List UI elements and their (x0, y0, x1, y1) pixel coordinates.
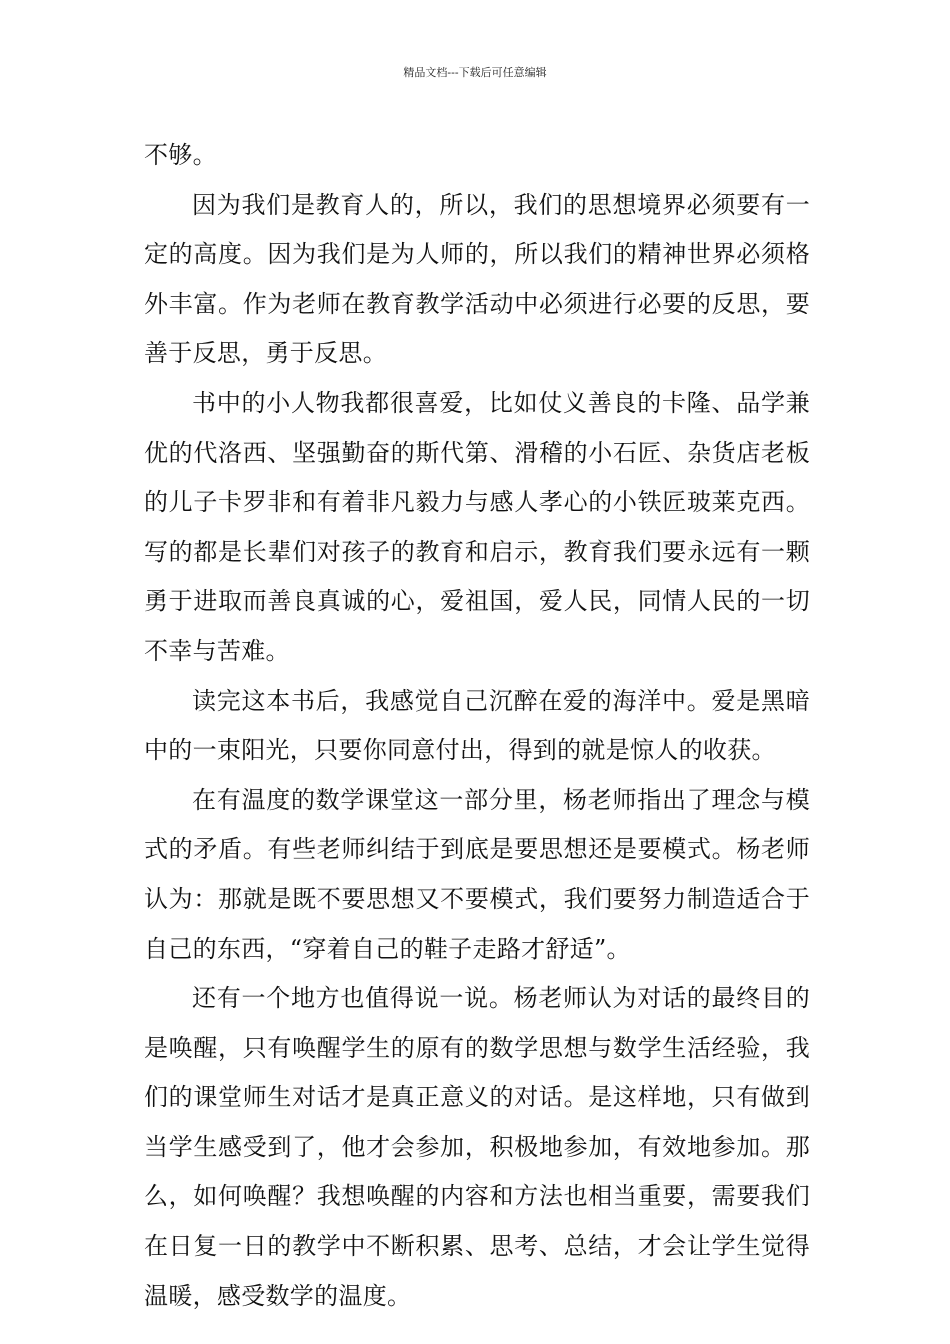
paragraph: 书中的小人物我都很喜爱，比如仗义善良的卡隆、品学兼优的代洛西、坚强勤奋的斯代第、滑稽的小石匠、杂货店老板的儿子卡罗非和有着非凡毅力与感人孝心的小铁匠玻莱克西。写的都是长辈们对孩子的教育和启示，教育我们要永远有一颗勇于进取而善良真诚的心，爱祖国，爱人民，同情人民的一切不幸与苦难。 (144, 388, 810, 665)
document-body (144, 131, 810, 1321)
paragraph: 还有一个地方也值得说一说。杨老师认为对话的最终目的是唤醒，只有唤醒学生的原有的数学思想与数学生活经验，我们的课堂师生对话才是真正意义的对话。是这样地，只有做到当学生感受到了，他才会参加，积极地参加，有效地参加。那么，如何唤醒？我想唤醒的内容和方法也相当重要，需要我们在日复一日的教学中不断积累、思考、总结，才会让学生觉得温暖，感受数学的温度。 (144, 984, 810, 1310)
paragraph: 因为我们是教育人的，所以，我们的思想境界必须要有一定的高度。因为我们是为人师的，所以我们的精神世界必须格外丰富。作为老师在教育教学活动中必须进行必要的反思，要善于反思，勇于反思。 (144, 190, 810, 368)
paragraph: 读完这本书后，我感觉自己沉醉在爱的海洋中。爱是黑暗中的一束阳光，只要你同意付出，得到的就是惊人的收获。 (144, 686, 810, 765)
paragraph: 不够。 (144, 141, 217, 169)
paragraph: 在有温度的数学课堂这一部分里，杨老师指出了理念与模式的矛盾。有些老师纠结于到底是要思想还是要模式。杨老师认为：那就是既不要思想又不要模式，我们要努力制造适合于自己的东西，“穿着自己的鞋子走路才舒适”。 (144, 785, 810, 963)
page-header: 精品文档---下载后可任意编辑 (403, 66, 547, 79)
